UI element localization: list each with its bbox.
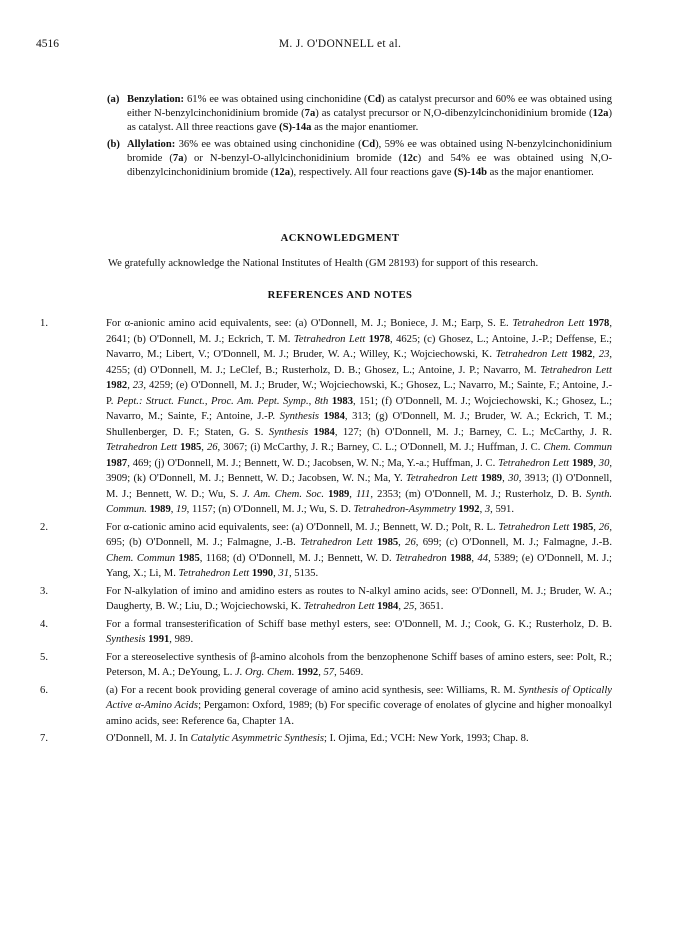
reference-number: 5. — [40, 651, 48, 663]
reference-text: O'Donnell, M. J. In Catalytic Asymmetric Synthesis; I. Ojima, Ed.; VCH: New York, 1993; Chap. 8. — [106, 733, 529, 744]
reference-text: For a formal transesterification of Schiff base methyl esters, see: O'Donnell, M. J.; Cook, G. K.; Rusterholz, D. B. Synthesis 1991, 989. — [106, 618, 612, 645]
acknowledgment-heading: ACKNOWLEDGMENT — [280, 233, 400, 244]
reference-number: 7. — [40, 733, 48, 744]
acknowledgment-text: We gratefully acknowledge the National Institutes of Health (GM 28193) for support of this research. — [108, 258, 539, 269]
reference-text: For a stereoselective synthesis of β-amino alcohols from the benzophenone Schiff bases of amino esters, see: Polt, R.; Peterson, M. A.; DeYoung, L. J. Org. Chem. 1992, 57, 5469. — [106, 651, 612, 678]
reference-text: For α-anionic amino acid equivalents, see: (a) O'Donnell, M. J.; Boniece, J. M.; Earp, S. E. Tetrahedron Lett 1978, 2641; (b) O'Donnell, M. J.; Eckrich, T. M. Tetrahedron Lett 1978, 4625; (c) Ghosez, L.; Antoine, J.-P.; Deffense, E.; Navarro, M.; Libert, V.; O'Donnell, M. J.; Bruder, W. A.; Willey, K.; Wojciechowski, K. Tetrahedron Lett 1982, 23, 4255; (d) O'Donnell, M. J.; LeClef, B.; Rusterholz, D. B.; Ghosez, L.; Antoine, J. P.; Navarro, M. Tetrahedron Lett 1982, 23, 4259; (e) O'Donnell, M. J.; Bruder, W.; Wojciechowski, K.; Ghosez, L.; Navarro, M.; Sainte, F.; Antoine, J.-P. Pept.: Struct. Funct., Proc. Am. Pept. Symp., 8th 1983, 151; (f) O'Donnell, M. J.; Wojciechowski, K.; Ghosez, L.; Navarro, M.; Sainte, F.; Antoine, J.-P. Synthesis 1984, 313; (g) O'Donnell, M. J.; Bruder, W. A.; Eckrich, T. M.; Shullenberger, D. F.; Staten, G. S. Synthesis 1984, 127; (h) O'Donnell, M. J.; Barney, C. L.; McCarthy, J. R. Tetrahedron Lett 1985, 26, 3067; (i) McCarthy, J. R.; Barney, C. L.; O'Donnell, M. J.; Huffman, J. C. Chem. Commun 1987, 469; (j) O'Donnell, M. J.; Bennett, W. D.; Jacobsen, W. N.; Ma, Y.-a.; Huffman, J. C. Tetrahedron Lett 1989, 30, 3909; (k) O'Donnell, M. J.; Bennett, W. D.; Jacobsen, W. N.; Ma, Y. Tetrahedron Lett 1989, 30, 3913; (l) O'Donnell, M. J.; Bennett, W. D.; Wu, S. J. Am. Chem. Soc. 1989, 111, 2353; (m) O'Donnell, M. J.; Rusterholz, D. B. Synth. Commun. 1989, 19, 1157; (n) O'Donnell, M. J.; Wu, S. D. Tetrahedron-Asymmetry 1992, 3, 591. — [106, 318, 613, 515]
reference-item — [36, 617, 612, 648]
running-title: M. J. O'DONNELL et al. — [278, 38, 402, 50]
reference-item — [36, 316, 612, 518]
notes-section — [107, 93, 612, 182]
reference-number: 1. — [40, 318, 48, 329]
note-label: (b) — [107, 138, 120, 150]
note-text: Benzylation: 61% ee was obtained using cinchonidine (Cd) as catalyst precursor and 60% ee was obtained using either N-benzylcinchonidinium bromide (7a) as catalyst precursor or N,O-dibenzylcinchonidinium bromide (12a) as catalyst. All three reactions gave (S)-14a as the major enantiomer. — [127, 94, 612, 134]
reference-number: 3. — [40, 585, 48, 597]
note-a — [107, 93, 612, 136]
reference-item — [36, 683, 612, 730]
reference-item — [36, 650, 612, 681]
note-b — [107, 138, 612, 181]
references-list — [36, 316, 612, 749]
page-number: 4516 — [36, 38, 59, 50]
reference-number: 6. — [40, 684, 48, 696]
reference-item — [36, 731, 612, 747]
reference-text: For α-cationic amino acid equivalents, see: (a) O'Donnell, M. J.; Bennett, W. D.; Polt, R. L. Tetrahedron Lett 1985, 26, 695; (b) O'Donnell, M. J.; Falmagne, J.-B. Tetrahedron Lett 1985, 26, 699; (c) O'Donnell, M. J.; Falmagne, J.-B. Chem. Commun 1985, 1168; (d) O'Donnell, M. J.; Bennett, W. D. Tetrahedron 1988, 44, 5389; (e) O'Donnell, M. J.; Yang, X.; Li, M. Tetrahedron Lett 1990, 31, 5135. — [106, 521, 613, 579]
reference-item — [36, 584, 612, 615]
note-text: Allylation: 36% ee was obtained using cinchonidine (Cd), 59% ee was obtained using N-benzylcinchonidinium bromide (7a) or N-benzyl-O-allylcinchonidinium bromide (12c) and 54% ee was obtained using N,O-dibenzylcinchonidinium bromide (12a), respectively. All four reactions gave (S)-14b as the major enantiomer. — [127, 138, 613, 179]
note-label: (a) — [107, 94, 120, 105]
reference-text: For N-alkylation of imino and amidino esters as routes to N-alkyl amino acids, see: O'Donnell, M. J.; Bruder, W. A.; Daugherty, B. W.; Liu, D.; Wojciechowski, K. Tetrahedron Lett 1984, 25, 3651. — [106, 585, 612, 612]
reference-number: 4. — [40, 618, 48, 630]
reference-text: (a) For a recent book providing general coverage of amino acid synthesis, see: Williams, R. M. Synthesis of Optically Active α-Amino Acids; Pergamon: Oxford, 1989; (b) For specific coverage of enolates of glycine and higher monoalkyl amino acids, see: Reference 6a, Chapter 1A. — [106, 684, 612, 727]
reference-item — [36, 520, 612, 582]
reference-number: 2. — [40, 521, 48, 533]
references-heading: REFERENCES AND NOTES — [267, 290, 413, 301]
